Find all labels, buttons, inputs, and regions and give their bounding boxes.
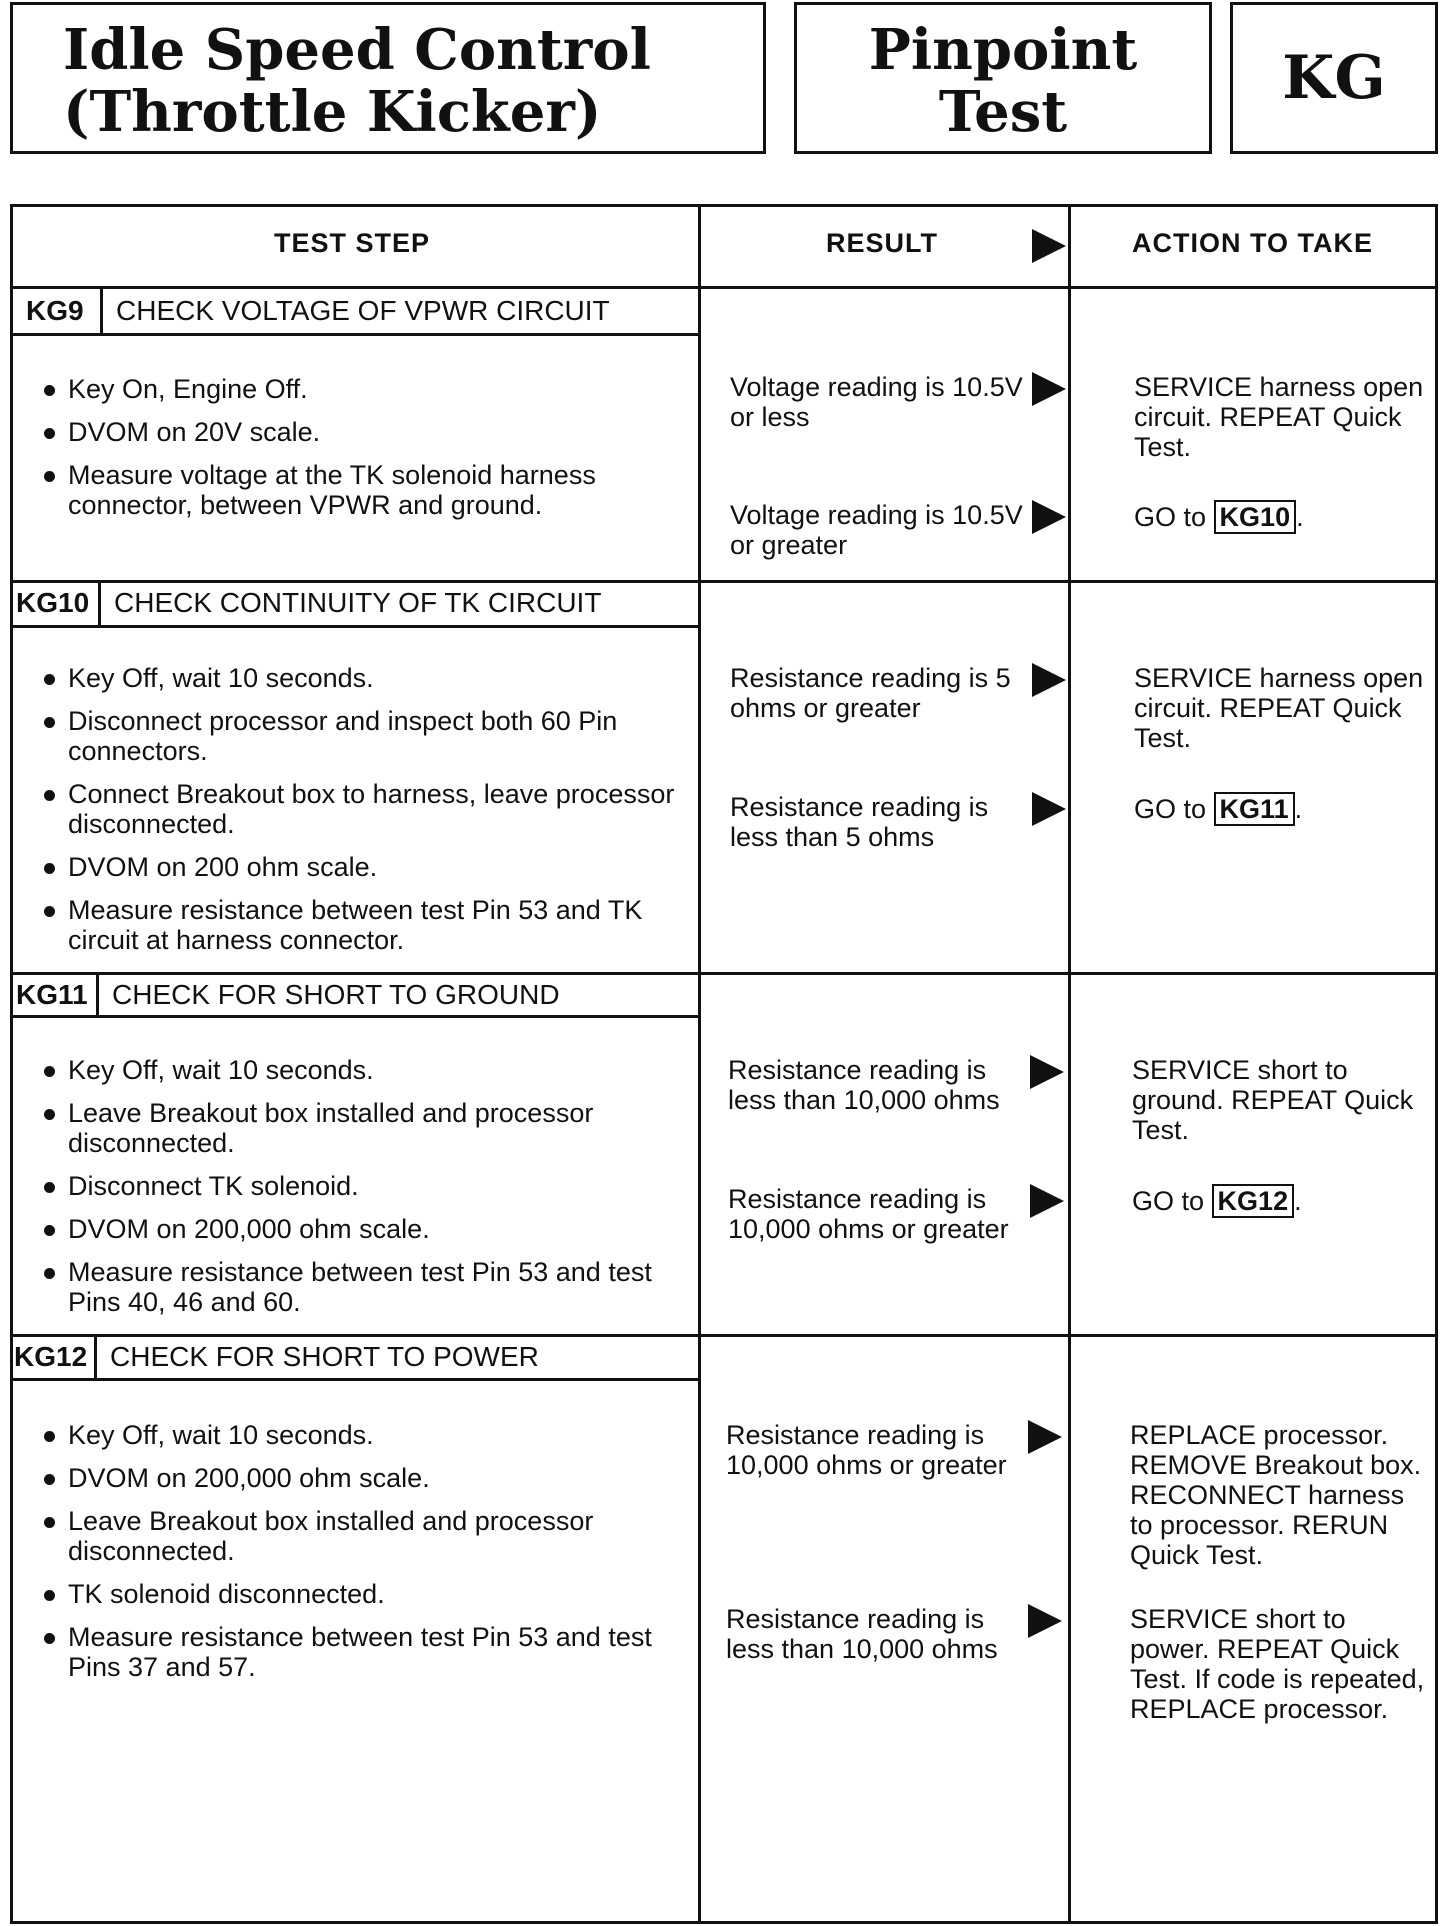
action-kg9-1: SERVICE harness open circuit. REPEAT Quick Test. xyxy=(1134,372,1424,462)
kg9-title-rule xyxy=(10,333,701,336)
action-suffix: . xyxy=(1294,1186,1302,1216)
test-code: KG xyxy=(1282,43,1386,113)
list-item: DVOM on 200 ohm scale. xyxy=(40,852,690,882)
pinpoint-line-1: Pinpoint xyxy=(868,17,1138,83)
list-item: Key Off, wait 10 seconds. xyxy=(40,1420,690,1450)
kg11-title-rule xyxy=(10,1015,701,1018)
result-arrow-icon xyxy=(1032,792,1066,826)
header-result: RESULT xyxy=(826,228,938,258)
kg11-bottom-rule xyxy=(10,1334,1438,1337)
step-list-kg12 xyxy=(40,1420,690,1695)
action-kg10-1: SERVICE harness open circuit. REPEAT Quick Test. xyxy=(1134,663,1424,753)
action-prefix: GO to xyxy=(1134,794,1207,824)
divider-col1 xyxy=(698,204,701,1924)
list-item: Key Off, wait 10 seconds. xyxy=(40,663,690,693)
header-action: ACTION TO TAKE xyxy=(1132,228,1373,258)
goto-kg12-link[interactable]: KG12 xyxy=(1212,1184,1295,1218)
action-suffix: . xyxy=(1294,794,1303,824)
action-prefix: GO to xyxy=(1132,1186,1205,1216)
result-kg11-1: Resistance reading is less than 10,000 ohms xyxy=(728,1055,1000,1115)
header-test-step: TEST STEP xyxy=(274,228,431,258)
list-item: Leave Breakout box installed and processor disconnected. xyxy=(40,1098,690,1158)
step-title-kg9: CHECK VOLTAGE OF VPWR CIRCUIT xyxy=(116,295,610,326)
test-code-box xyxy=(1230,2,1438,154)
kg10-id-divider xyxy=(98,580,101,628)
kg12-id-divider xyxy=(94,1334,97,1381)
action-suffix: . xyxy=(1296,502,1304,532)
step-list-kg10 xyxy=(40,663,690,968)
list-item: Disconnect processor and inspect both 60 Pin connectors. xyxy=(40,706,690,766)
result-kg9-2: Voltage reading is 10.5V or greater xyxy=(730,500,1023,560)
result-arrow-icon xyxy=(1030,1184,1064,1218)
list-item: Disconnect TK solenoid. xyxy=(40,1171,690,1201)
list-item: Measure resistance between test Pin 53 and TK circuit at harness connector. xyxy=(40,895,690,955)
list-item: Key On, Engine Off. xyxy=(40,374,690,404)
title-box xyxy=(10,2,766,154)
step-id-kg11: KG11 xyxy=(16,979,88,1010)
kg9-bottom-rule xyxy=(10,580,1438,583)
list-item: DVOM on 200,000 ohm scale. xyxy=(40,1463,690,1493)
list-item: Key Off, wait 10 seconds. xyxy=(40,1055,690,1085)
header-rule xyxy=(10,286,1438,289)
result-kg12-1: Resistance reading is 10,000 ohms or greater xyxy=(726,1420,1007,1480)
action-kg12-2: SERVICE short to power. REPEAT Quick Test. If code is repeated, REPLACE processor. xyxy=(1130,1604,1425,1724)
kg9-id-divider xyxy=(100,286,103,336)
pinpoint-line-2: Test xyxy=(938,79,1068,145)
action-kg12-1: REPLACE processor. REMOVE Breakout box. RECONNECT harness to processor. RERUN Quick Test. xyxy=(1130,1420,1422,1570)
list-item: Measure resistance between test Pin 53 and test Pins 40, 46 and 60. xyxy=(40,1257,690,1317)
kg10-title-rule xyxy=(10,625,701,628)
list-item: Leave Breakout box installed and processor disconnected. xyxy=(40,1506,690,1566)
list-item: DVOM on 20V scale. xyxy=(40,417,690,447)
title-line-2: (Throttle Kicker) xyxy=(63,79,602,145)
header-arrow-icon xyxy=(1032,229,1066,263)
list-item: Connect Breakout box to harness, leave processor disconnected. xyxy=(40,779,690,839)
kg11-id-divider xyxy=(96,972,99,1018)
kg10-bottom-rule xyxy=(10,972,1438,975)
action-kg10-2 xyxy=(1134,792,1434,826)
result-kg10-2: Resistance reading is less than 5 ohms xyxy=(730,792,989,852)
list-item: TK solenoid disconnected. xyxy=(40,1579,690,1609)
result-arrow-icon xyxy=(1030,1055,1064,1089)
action-kg11-2 xyxy=(1132,1184,1432,1218)
pinpoint-box xyxy=(794,2,1212,154)
step-title-kg10: CHECK CONTINUITY OF TK CIRCUIT xyxy=(114,587,602,618)
step-id-kg10: KG10 xyxy=(16,587,90,618)
step-title-kg12: CHECK FOR SHORT TO POWER xyxy=(110,1341,539,1372)
result-arrow-icon xyxy=(1032,500,1066,534)
result-arrow-icon xyxy=(1032,663,1066,697)
action-kg9-2 xyxy=(1134,500,1434,534)
result-kg9-1: Voltage reading is 10.5V or less xyxy=(730,372,1023,432)
result-arrow-icon xyxy=(1032,372,1066,406)
divider-col2 xyxy=(1068,204,1071,1924)
page-title xyxy=(63,19,651,143)
kg12-title-rule xyxy=(10,1378,701,1381)
result-kg11-2: Resistance reading is 10,000 ohms or greater xyxy=(728,1184,1009,1244)
step-list-kg11 xyxy=(40,1055,690,1330)
result-kg12-2: Resistance reading is less than 10,000 ohms xyxy=(726,1604,998,1664)
result-arrow-icon xyxy=(1028,1420,1062,1454)
title-line-1: Idle Speed Control xyxy=(63,17,651,83)
step-title-kg11: CHECK FOR SHORT TO GROUND xyxy=(112,979,560,1010)
action-prefix: GO to xyxy=(1134,502,1207,532)
step-list-kg9 xyxy=(40,374,690,533)
list-item: Measure resistance between test Pin 53 and test Pins 37 and 57. xyxy=(40,1622,690,1682)
result-arrow-icon xyxy=(1028,1604,1062,1638)
list-item: Measure voltage at the TK solenoid harness connector, between VPWR and ground. xyxy=(40,460,690,520)
step-id-kg12: KG12 xyxy=(14,1341,88,1372)
result-kg10-1: Resistance reading is 5 ohms or greater xyxy=(730,663,1011,723)
action-kg11-1: SERVICE short to ground. REPEAT Quick Test. xyxy=(1132,1055,1414,1145)
step-id-kg9: KG9 xyxy=(26,295,84,326)
goto-kg11-link[interactable]: KG11 xyxy=(1214,792,1295,826)
goto-kg10-link[interactable]: KG10 xyxy=(1214,500,1297,534)
list-item: DVOM on 200,000 ohm scale. xyxy=(40,1214,690,1244)
